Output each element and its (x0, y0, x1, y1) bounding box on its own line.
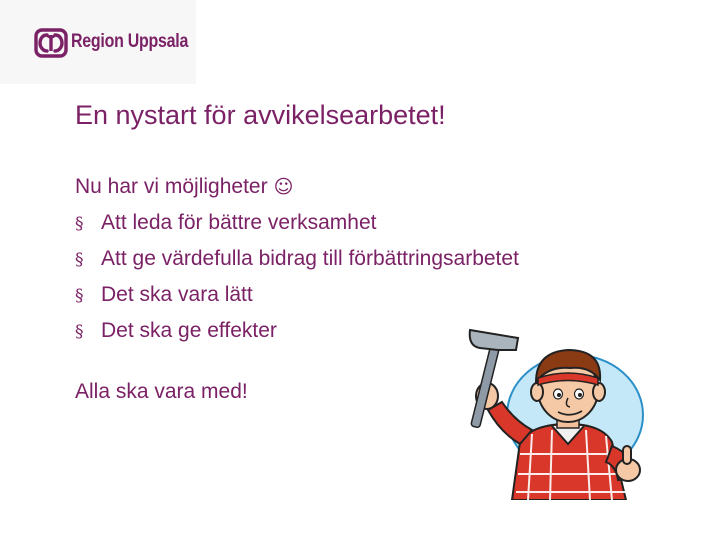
intro-line (75, 175, 519, 211)
bullet-symbol: § (75, 214, 84, 234)
intro-text: Nu har vi möjligheter (75, 175, 268, 198)
region-uppsala-logo-icon (34, 28, 68, 58)
bullet-symbol: § (75, 322, 84, 342)
slide-title: En nystart för avvikelsearbetet! (75, 100, 446, 130)
bullet-symbol: § (75, 286, 84, 306)
bullet-item (75, 283, 519, 319)
bullet-symbol: § (75, 250, 84, 270)
handyman-illustration-icon (440, 320, 650, 500)
bullet-text: Att leda för bättre verksamhet (101, 211, 377, 234)
bullet-item (75, 247, 519, 283)
bullet-text: Att ge värdefulla bidrag till förbättringsarbetet (101, 247, 519, 270)
bullet-text: Det ska vara lätt (101, 283, 253, 306)
bullet-text: Det ska ge effekter (101, 319, 277, 342)
logo-text: Region Uppsala (71, 31, 189, 52)
bullet-item (75, 211, 519, 247)
smiley-icon: ☺ (273, 176, 294, 198)
logo-area (0, 0, 196, 84)
closing-text: Alla ska vara med! (75, 380, 248, 403)
